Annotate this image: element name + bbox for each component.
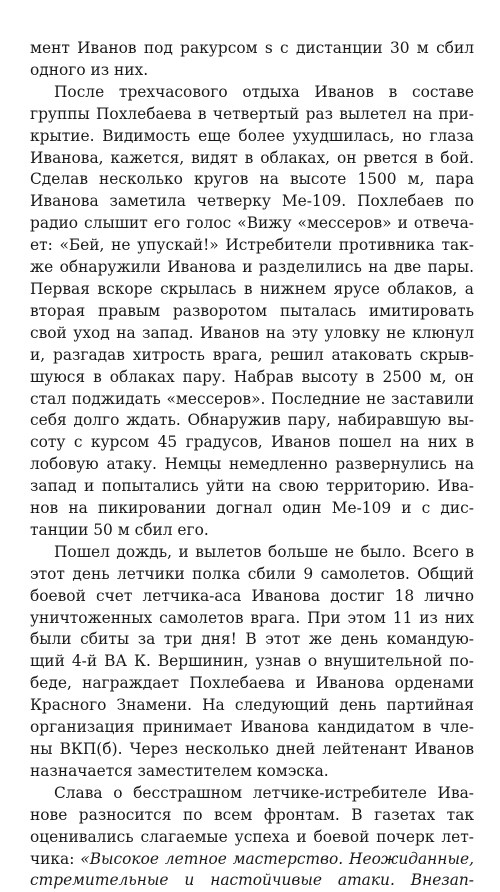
text-line: свой уход на запад. Иванов на эту уловку не клюнул [30, 323, 474, 342]
text-line [30, 849, 474, 871]
paragraph [30, 82, 474, 542]
text-line: Сделав несколько кругов на высоте 1500 м, пара [30, 170, 474, 189]
text-line: беде, награждает Похлебаева и Иванова орденами [30, 674, 474, 693]
text-line: Пошел дождь, и вылетов больше не было. Всего в [54, 542, 474, 561]
text-line: Красного Знамени. На следующий день партийная [30, 696, 474, 715]
text-line: себя долго ждать. Обнаружив пару, набиравшую вы- [30, 411, 474, 430]
text-line: ны ВКП(б). Через несколько дней лейтенант Иванов [30, 740, 474, 758]
paragraph [30, 542, 474, 783]
text-line: этот день летчики полка сбили 9 самолетов. Общий [30, 564, 474, 583]
text-line: После трехчасового отдыха Иванов в составе [54, 82, 474, 101]
text-line: одного из них. [30, 60, 149, 79]
paragraph [30, 783, 474, 892]
text-line: шуюся в облаках пару. Набрав высоту в 2500 м, он [30, 367, 474, 386]
text-line: соту с курсом 45 градусов, Иванов пошел на них в [30, 433, 474, 452]
text-span: чика: [30, 849, 81, 868]
text-line: вторая правым разворотом пыталась имитировать [30, 301, 474, 320]
text-line: щий 4-й ВА К. Вершинин, узнав о внушительной по- [30, 652, 474, 671]
text-line: уничтоженных самолетов врага. При этом 11 из них [30, 608, 474, 627]
text-line: Иванова, кажется, видят в облаках, он рвется в бой. [30, 148, 474, 167]
paragraph [30, 38, 474, 82]
text-line: крытие. Видимость еще более ухудшилась, но глаза [30, 126, 474, 145]
text-line: Иванова заметила четверку Ме-109. Похлебаев по [30, 192, 474, 211]
text-line: Первая вскоре скрылась в нижнем ярусе облаков, а [30, 279, 474, 298]
text-line: радио слышит его голос «Вижу «мессеров» и отвеча- [30, 214, 474, 233]
text-line: лобовую атаку. Немцы немедленно развернулись на [30, 455, 474, 474]
text-line: боевой счет летчика-аса Иванова достиг 18 лично [30, 586, 474, 605]
text-line: танции 50 м сбил его. [30, 520, 209, 539]
text-line: стал поджидать «мессеров». Последние не заставили [30, 389, 474, 408]
text-line: оценивались слагаемые успеха и боевой почерк лет- [30, 827, 474, 846]
text-line: мент Иванов под ракурсом s с дистанции 30 м сбил [30, 39, 474, 57]
text-line: назначается заместителем комэска. [30, 761, 329, 780]
text-line: нов на пикировании догнал один Ме-109 и с дис- [30, 499, 474, 518]
book-page [30, 38, 474, 892]
text-line: нове разносится по всем фронтам. В газетах так [30, 805, 474, 824]
text-line: были сбиты за три дня! В этот же день командую- [30, 630, 474, 649]
text-line: организация принимает Иванова кандидатом в чле- [30, 718, 474, 737]
text-line: ет: «Бей, не упускай!» Истребители противника так- [30, 236, 474, 255]
text-line: и, разгадав хитрость врага, решил атаковать скрыв- [30, 345, 474, 364]
text-line: Слава о бесстрашном летчике-истребителе Ива- [54, 783, 474, 802]
text-line: группы Похлебаева в четвертый раз вылетел на при- [30, 104, 474, 123]
text-line: же обнаружили Иванова и разделились на две пары. [30, 258, 474, 277]
text-line: запад и попытались уйти на свою территорию. Ива- [30, 477, 474, 496]
text-line: стремительные и настойчивые атаки. Внезап- [30, 871, 474, 890]
quote-italic-span: «Высокое летное мастерство. Неожиданные, [80, 849, 474, 868]
